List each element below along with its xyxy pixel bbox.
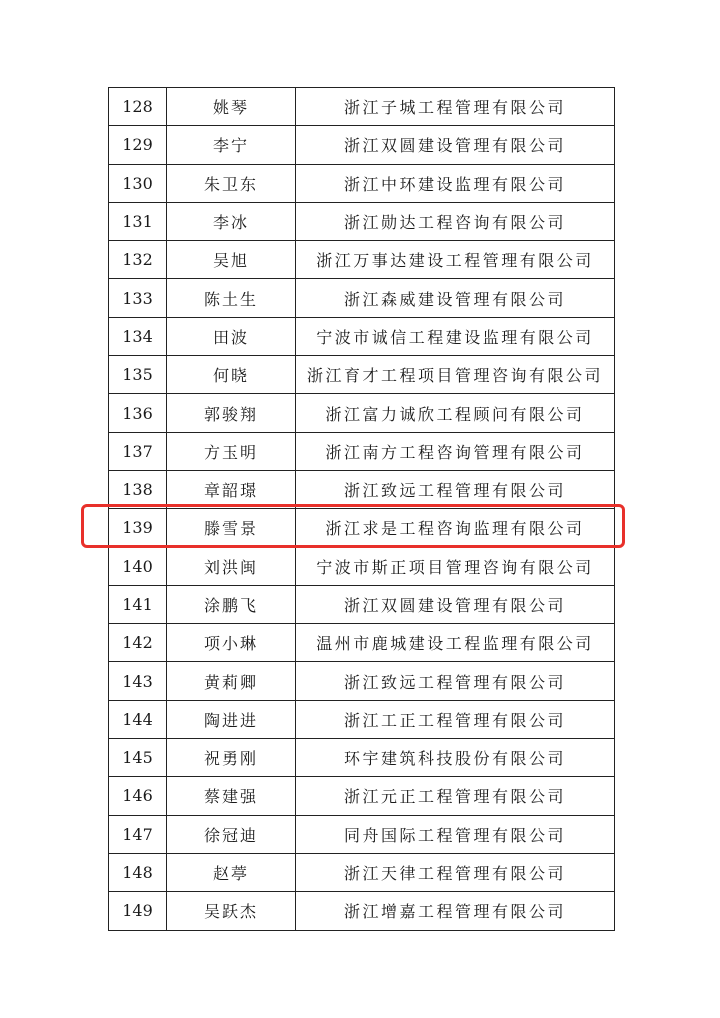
table-row [109, 892, 615, 930]
row-number: 146 [109, 777, 167, 815]
company-name: 浙江求是工程咨询监理有限公司 [296, 509, 615, 547]
person-name: 朱卫东 [167, 164, 296, 202]
row-number: 137 [109, 432, 167, 470]
row-number: 129 [109, 126, 167, 164]
company-name: 浙江致远工程管理有限公司 [296, 662, 615, 700]
company-name: 浙江中环建设监理有限公司 [296, 164, 615, 202]
row-number: 141 [109, 585, 167, 623]
person-name: 陶进进 [167, 700, 296, 738]
row-number: 139 [109, 509, 167, 547]
company-name: 浙江致远工程管理有限公司 [296, 470, 615, 508]
table-row [109, 356, 615, 394]
table-row [109, 547, 615, 585]
table-row [109, 202, 615, 240]
row-number: 148 [109, 853, 167, 891]
company-name: 宁波市诚信工程建设监理有限公司 [296, 317, 615, 355]
person-name: 姚琴 [167, 88, 296, 126]
person-name: 陈土生 [167, 279, 296, 317]
table-row [109, 815, 615, 853]
row-number: 143 [109, 662, 167, 700]
table-row [109, 126, 615, 164]
row-number: 147 [109, 815, 167, 853]
table-row [109, 509, 615, 547]
table-row [109, 624, 615, 662]
person-name: 蔡建强 [167, 777, 296, 815]
table-row [109, 432, 615, 470]
row-number: 134 [109, 317, 167, 355]
row-number: 145 [109, 739, 167, 777]
company-name: 温州市鹿城建设工程监理有限公司 [296, 624, 615, 662]
row-number: 144 [109, 700, 167, 738]
table-row [109, 739, 615, 777]
company-name: 浙江工正工程管理有限公司 [296, 700, 615, 738]
company-name: 浙江勋达工程咨询有限公司 [296, 202, 615, 240]
company-name: 宁波市斯正项目管理咨询有限公司 [296, 547, 615, 585]
company-name: 环宇建筑科技股份有限公司 [296, 739, 615, 777]
company-name: 浙江增嘉工程管理有限公司 [296, 892, 615, 930]
company-name: 浙江双圆建设管理有限公司 [296, 126, 615, 164]
company-name: 浙江双圆建设管理有限公司 [296, 585, 615, 623]
table-row [109, 700, 615, 738]
person-name: 田波 [167, 317, 296, 355]
table-row [109, 164, 615, 202]
company-name: 浙江南方工程咨询管理有限公司 [296, 432, 615, 470]
person-name: 滕雪景 [167, 509, 296, 547]
table-row [109, 279, 615, 317]
person-name: 项小琳 [167, 624, 296, 662]
person-name: 何晓 [167, 356, 296, 394]
person-name: 郭骏翔 [167, 394, 296, 432]
company-name: 浙江森威建设管理有限公司 [296, 279, 615, 317]
row-number: 130 [109, 164, 167, 202]
person-name: 方玉明 [167, 432, 296, 470]
row-number: 135 [109, 356, 167, 394]
company-name: 浙江万事达建设工程管理有限公司 [296, 241, 615, 279]
company-name: 浙江元正工程管理有限公司 [296, 777, 615, 815]
table-row [109, 241, 615, 279]
row-number: 128 [109, 88, 167, 126]
table-row [109, 394, 615, 432]
person-name: 祝勇刚 [167, 739, 296, 777]
person-name: 章韶璟 [167, 470, 296, 508]
company-name: 浙江天律工程管理有限公司 [296, 853, 615, 891]
table-body [109, 88, 615, 931]
person-name: 吴旭 [167, 241, 296, 279]
row-number: 133 [109, 279, 167, 317]
table-row [109, 853, 615, 891]
person-name: 李冰 [167, 202, 296, 240]
table-row [109, 88, 615, 126]
person-name: 吴跃杰 [167, 892, 296, 930]
company-name: 同舟国际工程管理有限公司 [296, 815, 615, 853]
personnel-table [108, 87, 615, 931]
person-name: 涂鹏飞 [167, 585, 296, 623]
person-name: 李宁 [167, 126, 296, 164]
row-number: 138 [109, 470, 167, 508]
person-name: 刘洪闽 [167, 547, 296, 585]
person-name: 黄莉卿 [167, 662, 296, 700]
table-row [109, 662, 615, 700]
company-name: 浙江富力诚欣工程顾问有限公司 [296, 394, 615, 432]
table-row [109, 777, 615, 815]
table-row [109, 470, 615, 508]
row-number: 131 [109, 202, 167, 240]
row-number: 132 [109, 241, 167, 279]
row-number: 142 [109, 624, 167, 662]
company-name: 浙江子城工程管理有限公司 [296, 88, 615, 126]
row-number: 140 [109, 547, 167, 585]
table-row [109, 317, 615, 355]
row-number: 136 [109, 394, 167, 432]
person-name: 赵葶 [167, 853, 296, 891]
row-number: 149 [109, 892, 167, 930]
table-row [109, 585, 615, 623]
company-name: 浙江育才工程项目管理咨询有限公司 [296, 356, 615, 394]
person-name: 徐冠迪 [167, 815, 296, 853]
